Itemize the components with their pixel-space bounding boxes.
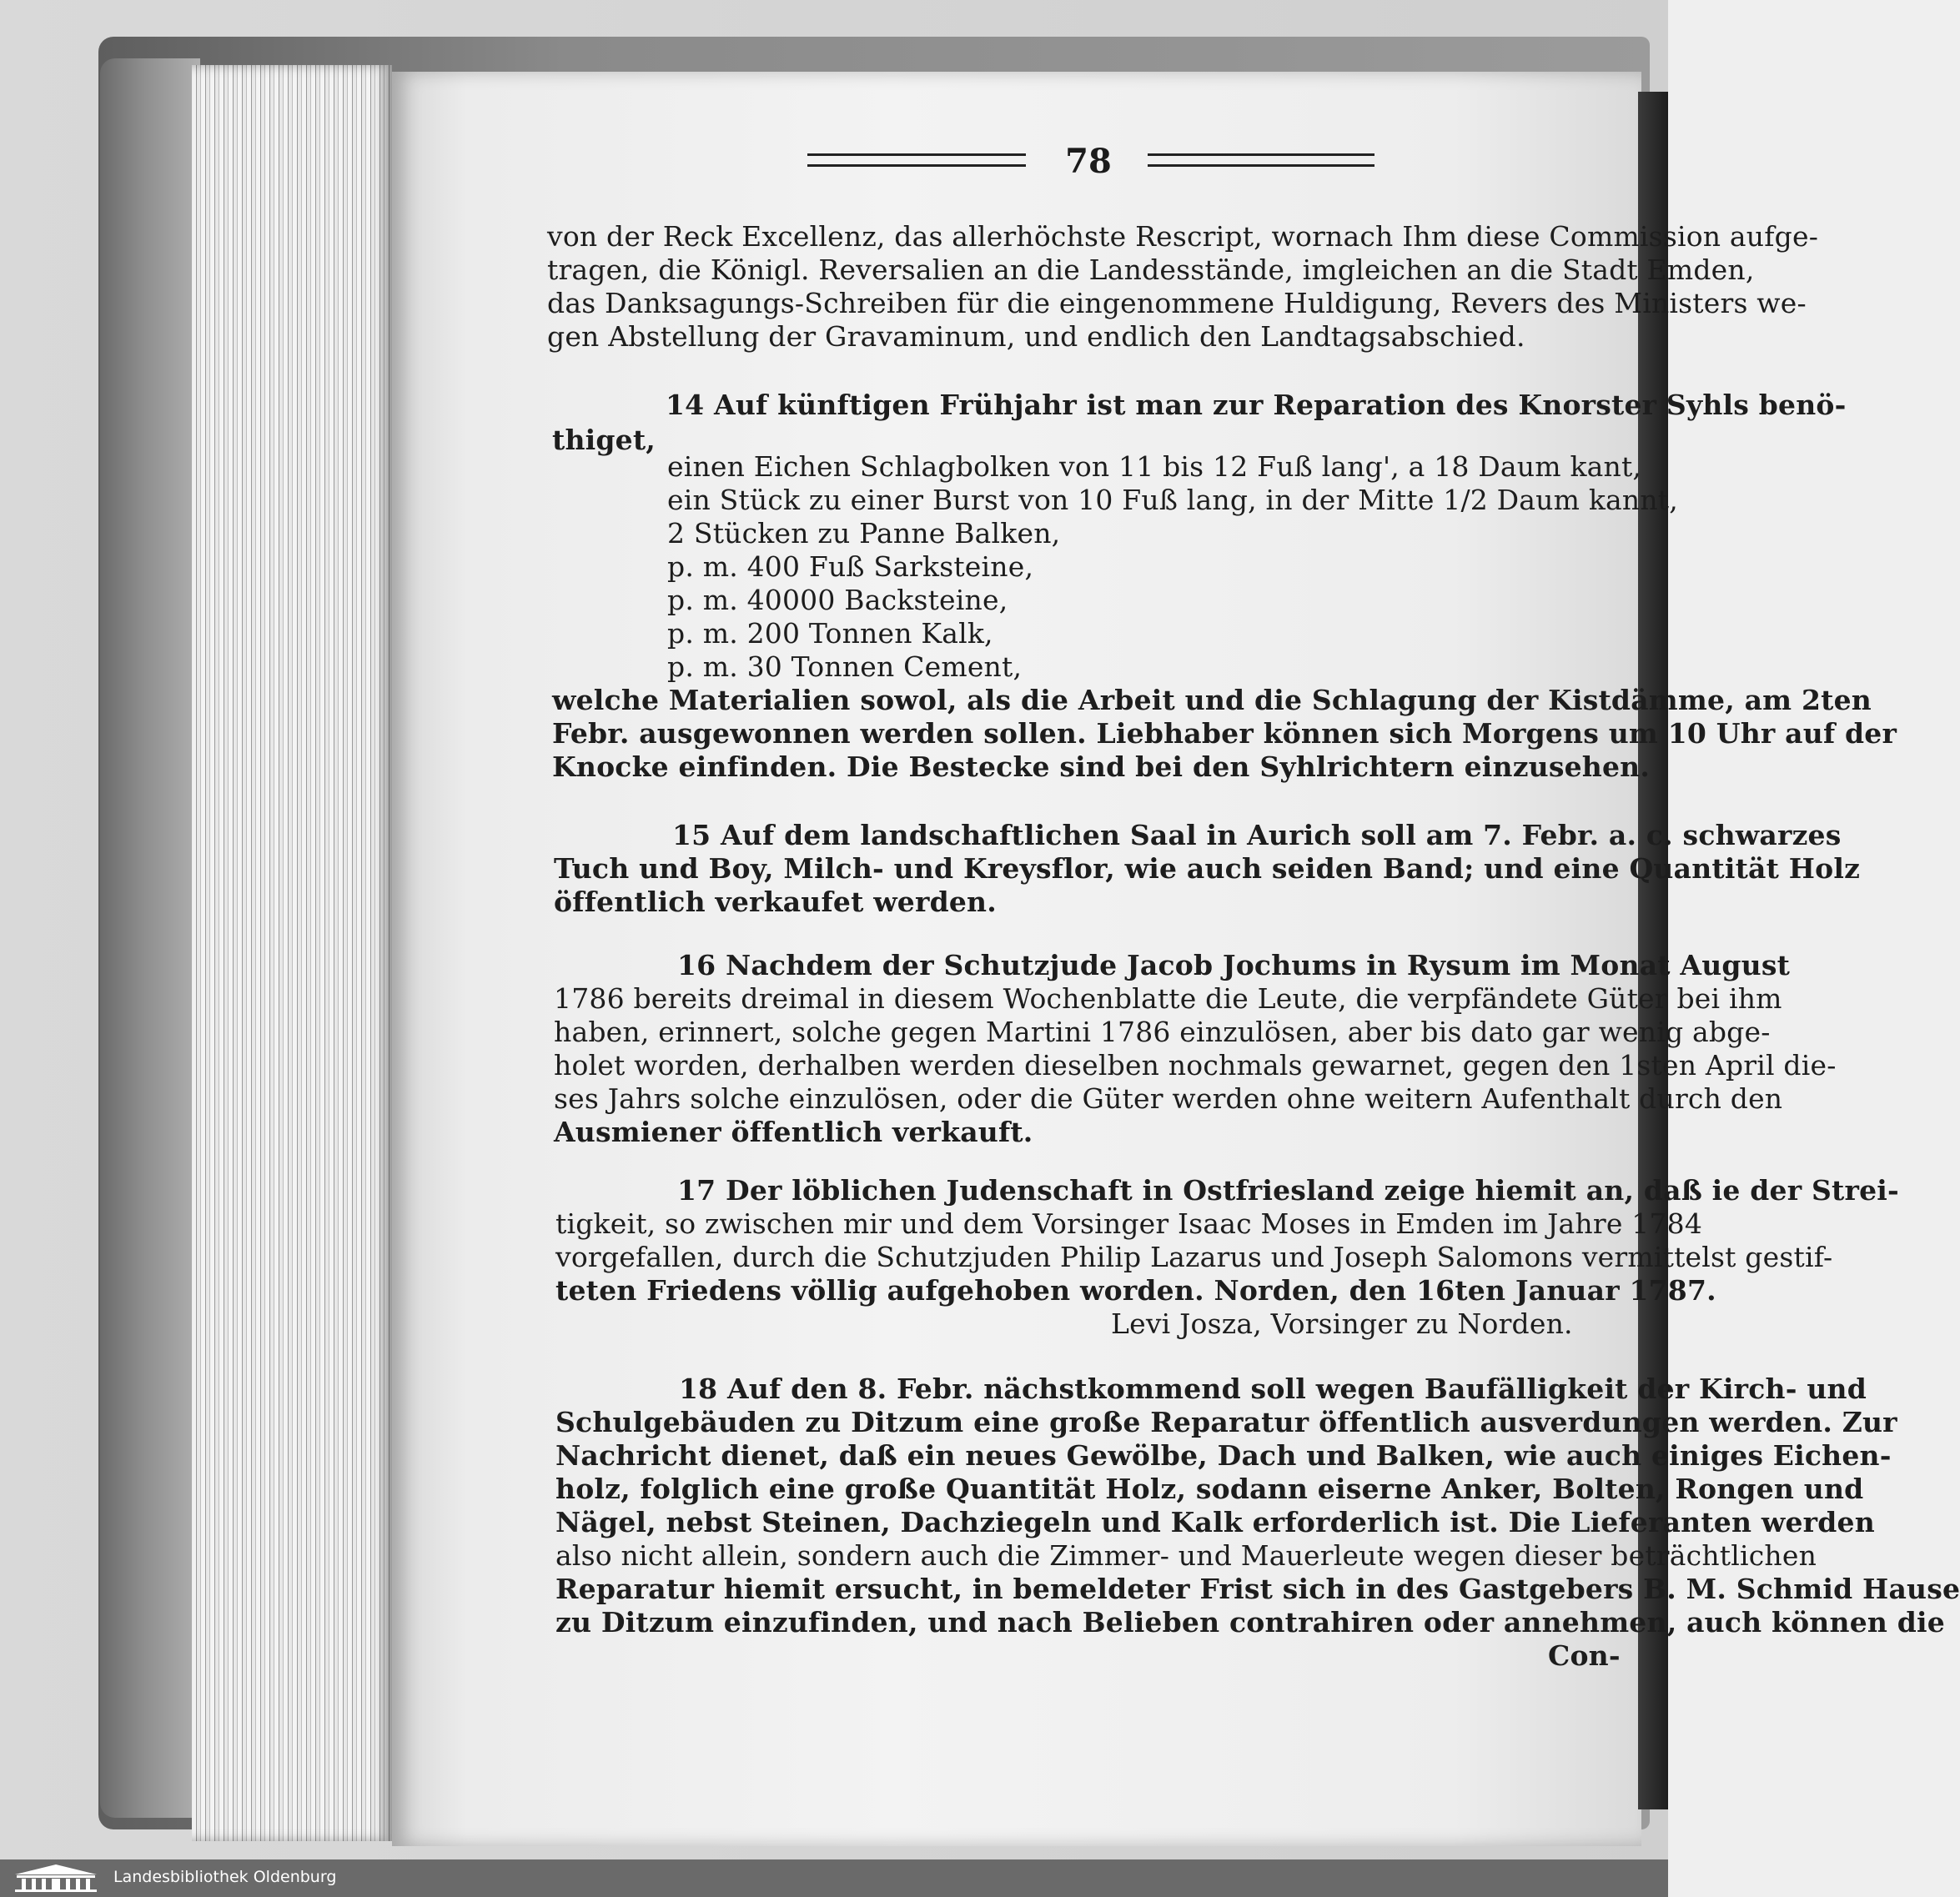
- page-number: 78: [1065, 142, 1112, 181]
- text-line: Knocke einfinden. Die Bestecke sind bei den Syhlrichtern einzusehen.: [552, 750, 1651, 783]
- text-line: Ausmiener öffentlich verkauft.: [554, 1116, 1033, 1148]
- book-spine-edge: [100, 58, 200, 1818]
- text-line: holz, folglich eine große Quantität Holz, sodann eiserne Anker, Bolten, Rongen und: [555, 1473, 1864, 1505]
- page-edges: [192, 65, 392, 1841]
- catchword: Con-: [1548, 1639, 1621, 1672]
- text-line: also nicht allein, sondern auch die Zimmer- und Mauerleute wegen dieser beträchtlichen: [555, 1539, 1817, 1572]
- text-line: ses Jahrs solche einzulösen, oder die Güter werden ohne weitern Aufenthalt durch den: [554, 1082, 1783, 1115]
- page-header: [801, 142, 1376, 181]
- materials-item: p. m. 400 Fuß Sarksteine,: [667, 550, 1034, 583]
- header-rule-right: [1148, 153, 1375, 167]
- library-building-icon: [7, 1862, 105, 1894]
- text-line: gen Abstellung der Gravaminum, und endlich den Landtagsabschied.: [547, 320, 1525, 353]
- text-line: teten Friedens völlig aufgehoben worden. Norden, den 16ten Januar 1787.: [555, 1274, 1716, 1307]
- text-line: haben, erinnert, solche gegen Martini 1786 einzulösen, aber bis dato gar wenig abge-: [554, 1016, 1771, 1048]
- notice-15-heading: 15 Auf dem landschaftlichen Saal in Aurich soll am 7. Febr. a. c. schwarzes: [672, 819, 1842, 851]
- text-line: thiget,: [552, 424, 656, 456]
- text-line: welche Materialien sowol, als die Arbeit und die Schlagung der Kistdämme, am 2ten: [552, 684, 1872, 716]
- header-rule-left: [807, 153, 1026, 167]
- text-line: von der Reck Excellenz, das allerhöchste Rescript, wornach Ihm diese Commission aufge-: [547, 220, 1819, 253]
- notice-17-heading: 17 Der löblichen Judenschaft in Ostfriesland zeige hiemit an, daß ie der Strei-: [677, 1174, 1899, 1207]
- library-name: Landesbibliothek Oldenburg: [113, 1868, 337, 1886]
- text-line: zu Ditzum einzufinden, und nach Belieben contrahiren oder annehmen, auch können die: [555, 1606, 1945, 1639]
- notice-16-heading: 16 Nachdem der Schutzjude Jacob Jochums in Rysum im Monat August: [677, 949, 1791, 981]
- text-line: öffentlich verkaufet werden.: [554, 886, 997, 918]
- text-line: Reparatur hiemit ersucht, in bemeldeter Frist sich in des Gastgebers B. M. Schmid Hause: [555, 1573, 1960, 1605]
- materials-item: 2 Stücken zu Panne Balken,: [667, 517, 1061, 550]
- text-line: Schulgebäuden zu Ditzum eine große Reparatur öffentlich ausverdungen werden. Zur: [555, 1406, 1897, 1438]
- signature-line: Levi Josza, Vorsinger zu Norden.: [1111, 1307, 1573, 1340]
- text-line: 1786 bereits dreimal in diesem Wochenblatte die Leute, die verpfändete Güter bei ihm: [554, 982, 1782, 1015]
- materials-item: ein Stück zu einer Burst von 10 Fuß lang, in der Mitte 1/2 Daum kannt,: [667, 484, 1678, 516]
- text-line: holet worden, derhalben werden dieselben nochmals gewarnet, gegen den 1sten April die-: [554, 1049, 1837, 1081]
- materials-item: p. m. 40000 Backsteine,: [667, 584, 1008, 616]
- text-line: tigkeit, so zwischen mir und dem Vorsinger Isaac Moses in Emden im Jahre 1784: [555, 1207, 1703, 1240]
- text-line: Nägel, nebst Steinen, Dachziegeln und Kalk erforderlich ist. Die Lieferanten werden: [555, 1506, 1875, 1538]
- notice-18-heading: 18 Auf den 8. Febr. nächstkommend soll wegen Baufälligkeit der Kirch- und: [679, 1373, 1867, 1405]
- text-line: das Danksagungs-Schreiben für die eingenommene Huldigung, Revers des Ministers we-: [547, 287, 1807, 319]
- text-line: Febr. ausgewonnen werden sollen. Liebhaber können sich Morgens um 10 Uhr auf der: [552, 717, 1897, 750]
- materials-item: p. m. 200 Tonnen Kalk,: [667, 617, 993, 650]
- text-line: Tuch und Boy, Milch- und Kreysflor, wie auch seiden Band; und eine Quantität Holz: [554, 852, 1861, 885]
- text-line: vorgefallen, durch die Schutzjuden Philip Lazarus und Joseph Salomons vermittelst gestif-: [555, 1241, 1833, 1273]
- text-line: Nachricht dienet, daß ein neues Gewölbe, Dach und Balken, wie auch einiges Eichen-: [555, 1439, 1892, 1472]
- text-line: tragen, die Königl. Reversalien an die Landesstände, imgleichen an die Stadt Emden,: [547, 253, 1755, 286]
- materials-item: einen Eichen Schlagbolken von 11 bis 12 Fuß lang', a 18 Daum kant,: [667, 450, 1642, 483]
- materials-item: p. m. 30 Tonnen Cement,: [667, 650, 1023, 683]
- notice-14-heading: 14 Auf künftigen Frühjahr ist man zur Reparation des Knorster Syhls benö-: [666, 389, 1847, 421]
